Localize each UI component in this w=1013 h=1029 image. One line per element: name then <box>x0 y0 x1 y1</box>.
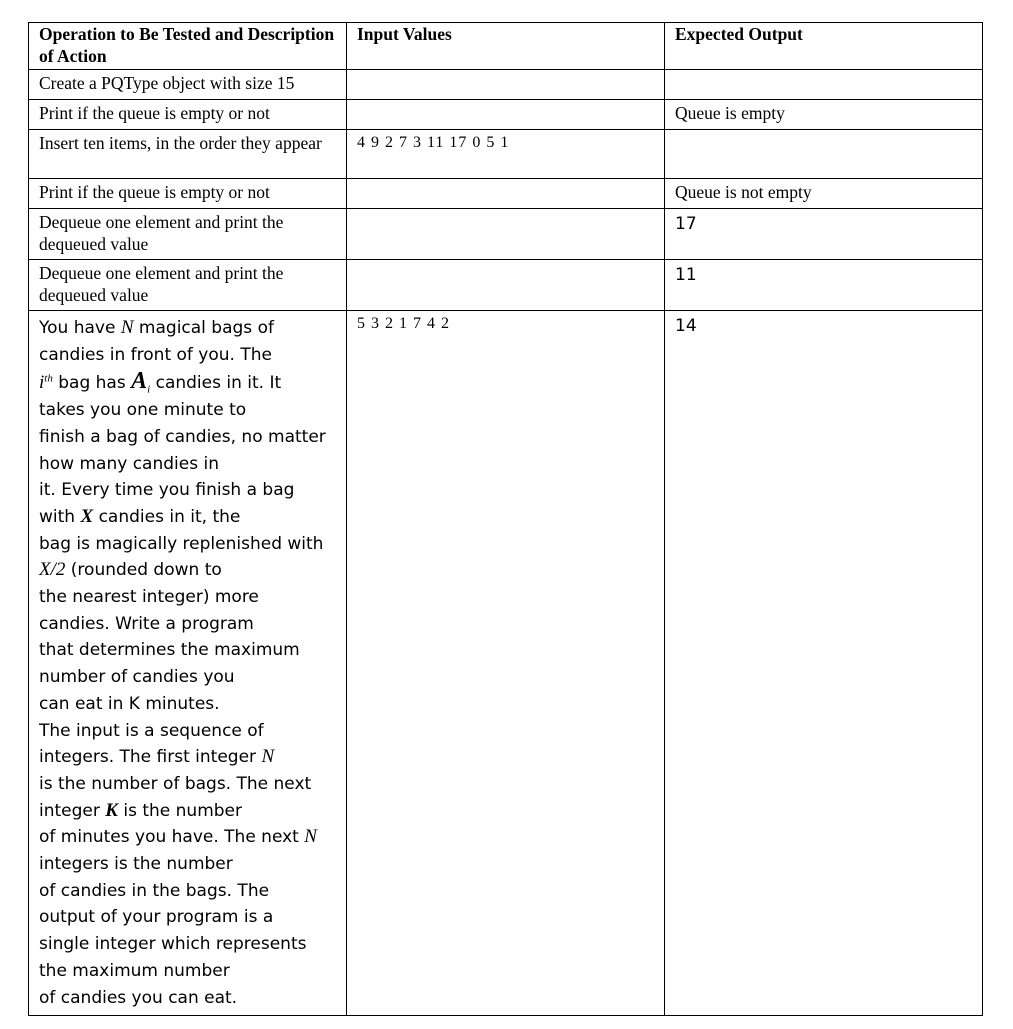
problem-row <box>29 311 983 1016</box>
input-cell <box>347 70 665 100</box>
input-cell <box>347 260 665 311</box>
table-row <box>29 209 983 260</box>
expected-cell: 17 <box>665 209 983 260</box>
expected-cell <box>665 130 983 179</box>
input-cell <box>347 209 665 260</box>
table-row <box>29 179 983 209</box>
operation-cell: Create a PQType object with size 15 <box>29 70 347 100</box>
problem-input-cell: 5 3 2 1 7 4 2 <box>347 311 665 1016</box>
input-cell <box>347 100 665 130</box>
operation-cell: Print if the queue is empty or not <box>29 179 347 209</box>
input-cell <box>347 179 665 209</box>
expected-cell: Queue is not empty <box>665 179 983 209</box>
problem-expected-cell: 14 <box>665 311 983 1016</box>
expected-cell: Queue is empty <box>665 100 983 130</box>
table-row <box>29 100 983 130</box>
operation-cell: Dequeue one element and print the dequeued value <box>29 209 347 260</box>
header-operation: Operation to Be Tested and Description of Action <box>29 23 347 70</box>
table-row <box>29 260 983 311</box>
expected-cell: 11 <box>665 260 983 311</box>
operation-cell: Print if the queue is empty or not <box>29 100 347 130</box>
header-expected: Expected Output <box>665 23 983 70</box>
input-cell: 4 9 2 7 3 11 17 0 5 1 <box>347 130 665 179</box>
problem-description: You have N magical bags of candies in front of you. The $i^{th}$ bag has $A_i$ candies in it. It takes you one minute to finish a bag of candies, no matter how many candies in it. Every time you finish a bag with X candies in it, the bag is magically replenished with X/2 (rounded down to the nearest integer) more candies. Write a program that determines the maximum number of candies you can eat in K minutes. The input is a sequence of integers. The first integer N is the number of bags. The next integer K is the number of minutes you have. The next N integers is the number of candies in the bags. The output of your program is a single integer which represents the maximum number of candies you can eat. <box>29 311 347 1016</box>
table-row <box>29 130 983 179</box>
header-input: Input Values <box>347 23 665 70</box>
operation-cell: Dequeue one element and print the dequeued value <box>29 260 347 311</box>
expected-cell <box>665 70 983 100</box>
header-row <box>29 23 983 70</box>
operation-cell: Insert ten items, in the order they appear <box>29 130 347 179</box>
test-plan-table <box>28 22 983 1016</box>
table-row <box>29 70 983 100</box>
